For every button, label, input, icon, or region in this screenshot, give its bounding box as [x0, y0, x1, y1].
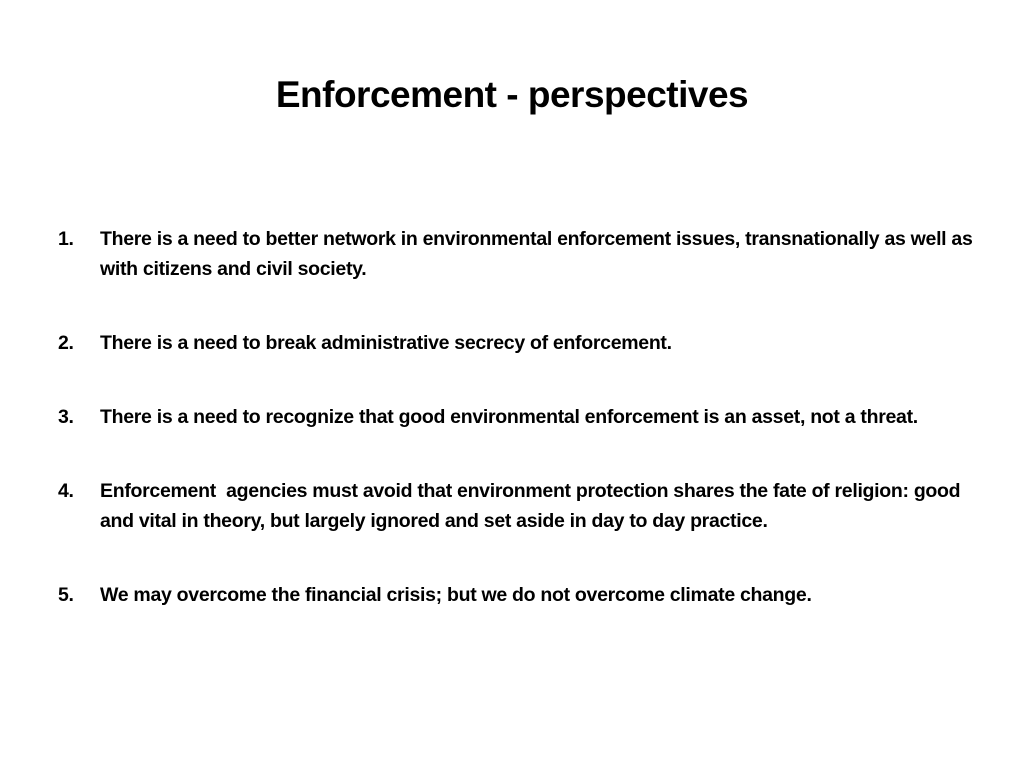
- list-item-text: There is a need to break administrative secrecy of enforcement.: [100, 332, 672, 354]
- list-item: [58, 476, 978, 536]
- list-item-text: There is a need to better network in environmental enforcement issues, transnationally as well as with citizens and civil society.: [100, 228, 978, 280]
- list-item: [58, 580, 978, 610]
- list-item-number: 3.: [58, 406, 74, 428]
- list-item: [58, 328, 978, 358]
- list-item-number: 1.: [58, 228, 74, 250]
- slide-title: Enforcement - perspectives: [275, 74, 749, 115]
- list-item-text: There is a need to recognize that good environmental enforcement is an asset, not a threat.: [100, 406, 918, 428]
- list-item-number: 5.: [58, 584, 74, 606]
- list-item-number: 2.: [58, 332, 74, 354]
- list-item-text: Enforcement agencies must avoid that environment protection shares the fate of religion: good and vital in theory, but largely ignored and set aside in day to day practice.: [100, 480, 966, 532]
- numbered-list: [58, 224, 978, 610]
- list-item-text: We may overcome the financial crisis; but we do not overcome climate change.: [100, 584, 812, 606]
- list-item-number: 4.: [58, 480, 74, 502]
- list-item: [58, 402, 978, 432]
- list-item: [58, 224, 978, 284]
